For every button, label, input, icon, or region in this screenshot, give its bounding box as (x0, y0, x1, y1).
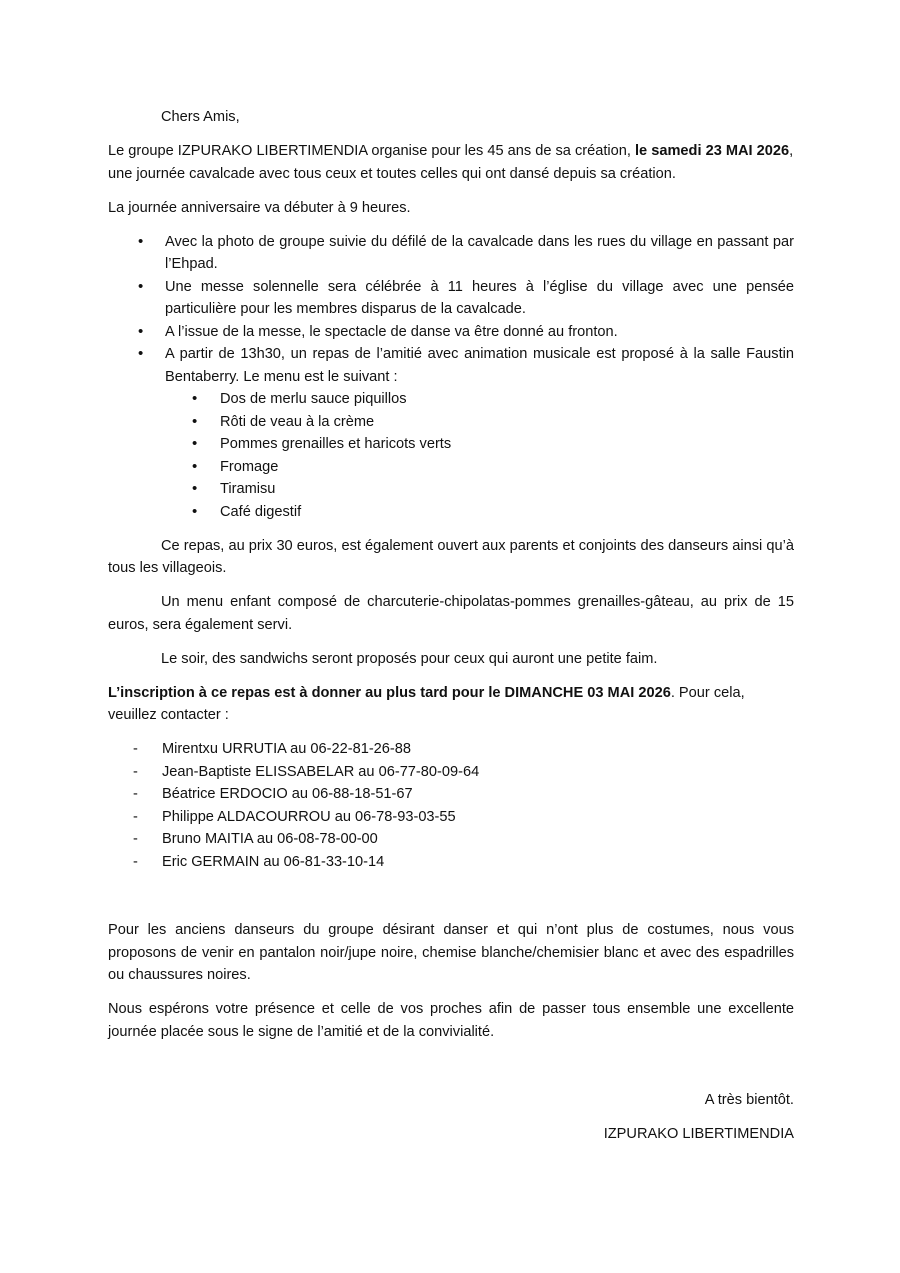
signature: IZPURAKO LIBERTIMENDIA (603, 1126, 794, 1142)
adult-price-paragraph: Ce repas, au prix 30 euros, est également ouvert aux parents et conjoints des danseurs ainsi qu’à tous les villageois. (108, 537, 794, 576)
menu-list (108, 388, 794, 523)
event-date: le samedi 23 MAI 2026 (635, 143, 790, 159)
greeting: Chers Amis, (161, 109, 240, 125)
farewell: A très bientôt. (704, 1092, 794, 1108)
intro-text-end: , une journée cavalcade avec tous ceux et toutes celles qui ont dansé depuis sa création. (108, 143, 794, 182)
program-item: • A l’issue de la messe, le spectacle de danse va être donné au fronton. (108, 321, 794, 344)
program-list (108, 231, 794, 389)
intro-text: Le groupe IZPURAKO LIBERTIMENDIA organise pour les 45 ans de sa création, (108, 143, 635, 159)
program-item: • Une messe solennelle sera célébrée à 11 heures à l’église du village avec une pensée particulière pour les membres disparus de la cavalcade. (108, 276, 794, 321)
program-item: • A partir de 13h30, un repas de l’amitié avec animation musicale est proposé à la salle Faustin Bentaberry. Le menu est le suivant : (108, 343, 794, 388)
costume-paragraph: Pour les anciens danseurs du groupe désirant danser et qui n’ont plus de costumes, nous vous proposons de venir en pantalon noir/jupe noire, chemise blanche/chemisier blanc et avec des espadrilles ou chaussures noires. (108, 922, 794, 983)
menu-item: • Rôti de veau à la crème (108, 411, 794, 434)
start-time: La journée anniversaire va débuter à 9 heures. (108, 199, 411, 216)
menu-item: • Dos de merlu sauce piquillos (108, 388, 794, 411)
registration-paragraph (108, 682, 794, 727)
evening-paragraph: Le soir, des sandwichs seront proposés pour ceux qui auront une petite faim. (161, 650, 658, 667)
contact-item: - Mirentxu URRUTIA au 06-22-81-26-88 (108, 738, 794, 761)
contact-item: - Jean-Baptiste ELISSABELAR au 06-77-80-09-64 (108, 761, 794, 784)
intro-paragraph (108, 140, 794, 185)
menu-item: • Tiramisu (108, 478, 794, 501)
menu-item: • Pommes grenailles et haricots verts (108, 433, 794, 456)
contact-item: - Bruno MAITIA au 06-08-78-00-00 (108, 828, 794, 851)
contacts-list (108, 738, 794, 873)
child-menu-paragraph: Un menu enfant composé de charcuterie-chipolatas-pommes grenailles-gâteau, au prix de 15 euros, sera également servi. (108, 594, 794, 633)
registration-deadline: L’inscription à ce repas est à donner au plus tard pour le DIMANCHE 03 MAI 2026 (108, 684, 671, 701)
registration-text: . Pour cela, veuillez contacter : (108, 684, 745, 723)
closing-wish-paragraph: Nous espérons votre présence et celle de vos proches afin de passer tous ensemble une excellente journée placée sous le signe de l’amitié et de la convivialité. (108, 1001, 794, 1040)
letter-page (108, 106, 794, 1146)
contact-item: - Eric GERMAIN au 06-81-33-10-14 (108, 851, 794, 874)
menu-item: • Café digestif (108, 501, 794, 524)
program-item: • Avec la photo de groupe suivie du défilé de la cavalcade dans les rues du village en passant par l’Ehpad. (108, 231, 794, 276)
contact-item: - Béatrice ERDOCIO au 06-88-18-51-67 (108, 783, 794, 806)
contact-item: - Philippe ALDACOURROU au 06-78-93-03-55 (108, 806, 794, 829)
menu-item: • Fromage (108, 456, 794, 479)
